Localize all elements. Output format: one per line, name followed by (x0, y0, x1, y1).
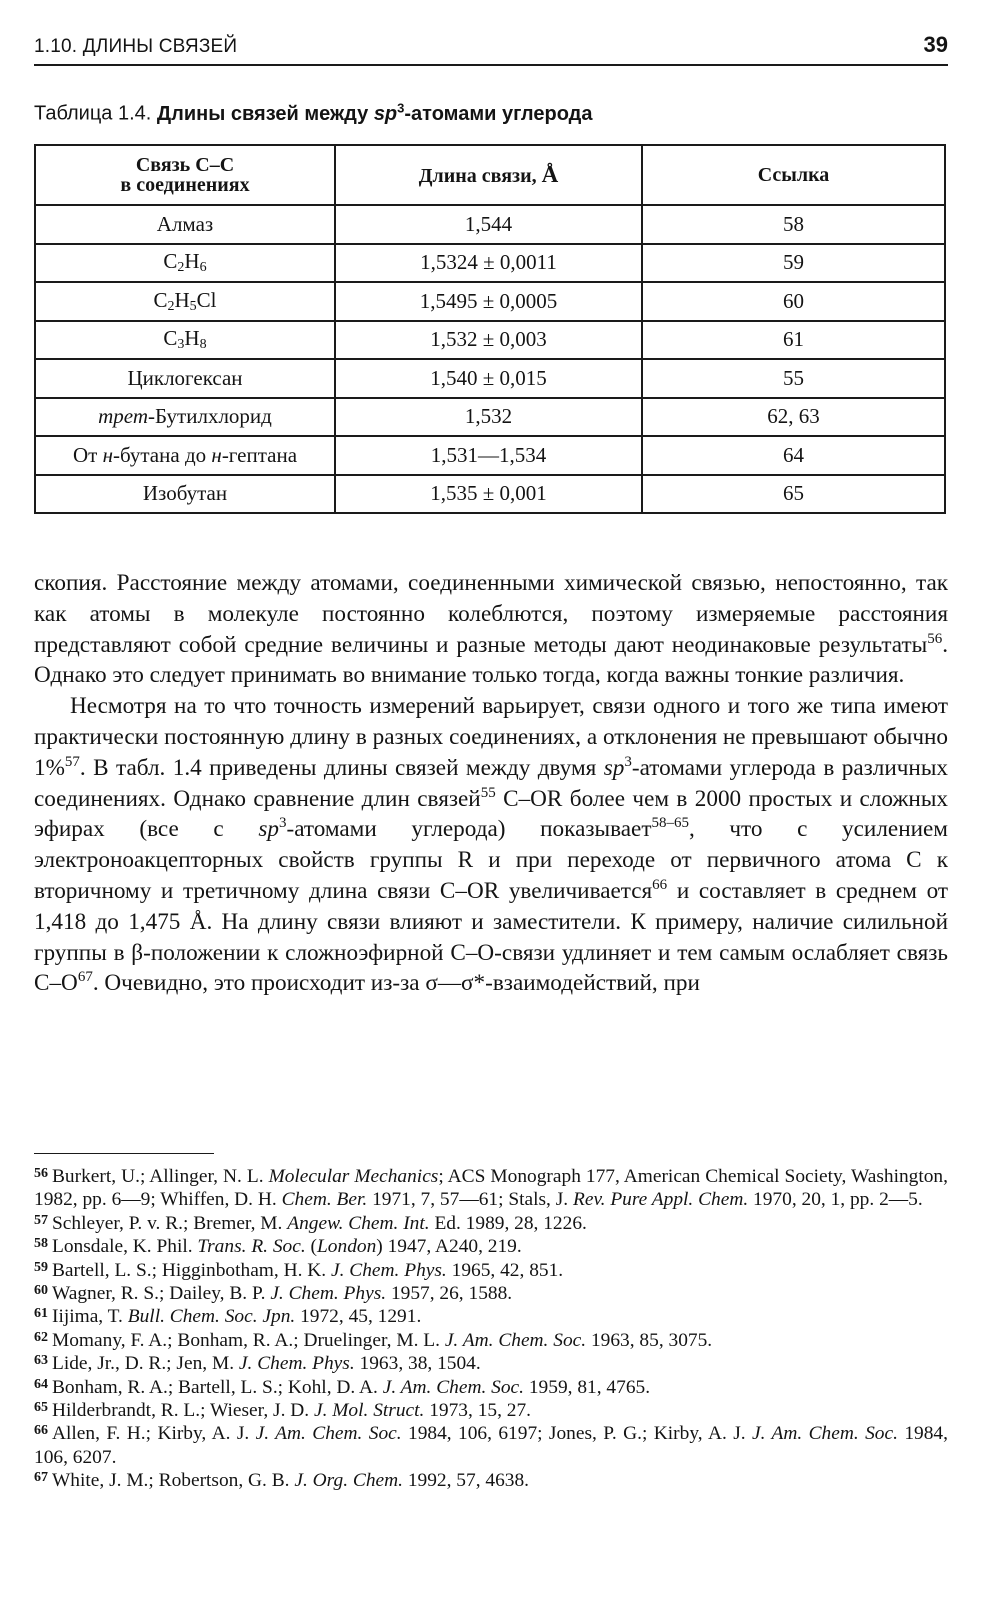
cell-compound (35, 321, 335, 360)
footnote-ref[interactable]: 58–65 (651, 815, 689, 832)
text-run: 1970, 20, 1, pp. 2—5. (748, 1189, 923, 1211)
footnote-ref[interactable]: 55 (480, 784, 496, 801)
table-title-part: -атомами углерода (404, 102, 593, 125)
footnote-61 (34, 1305, 948, 1328)
footnote-62 (34, 1329, 948, 1352)
text-run: Ed. 1989, 28, 1226. (429, 1212, 587, 1234)
header-length-unit: Å (541, 161, 559, 187)
cell-reference: 58 (642, 205, 945, 244)
text-italic: Angew. Chem. Int. (287, 1212, 430, 1234)
formula-subscript: 3 (177, 337, 185, 353)
formula-subscript: 2 (167, 298, 175, 314)
text-italic: J. Am. Chem. Soc. (382, 1376, 525, 1398)
text-run: Burkert, U.; Allinger, N. L. (52, 1166, 269, 1187)
cell-reference: 64 (642, 436, 945, 475)
text-run: 1963, 38, 1504. (354, 1353, 481, 1375)
text-italic: Molecular Mechanics (268, 1166, 439, 1187)
text-run: Bonham, R. A.; Bartell, L. S.; Kohl, D. A. (52, 1376, 383, 1398)
compound-text: От (72, 442, 103, 467)
bond-length-table (34, 144, 946, 514)
footnote-number: 63 (34, 1353, 48, 1369)
footnote-56 (34, 1165, 948, 1212)
cell-reference: 59 (642, 244, 945, 283)
text-run: скопия. Расстояние между атомами, соединенными химической связью, непостоянно, так как атомы в молекуле постоянно колеблются, поэтому измеряемые расстояния представляют собой средние величины и разные методы дают неодинаковые результаты (34, 570, 948, 658)
compound-prefix: трет (98, 404, 149, 429)
text-run: C–OR более чем в 2000 простых и сложных эфирах (все с (34, 785, 948, 843)
compound-prefix: н (102, 442, 113, 467)
footnote-number: 65 (34, 1400, 48, 1416)
text-italic: Bull. Chem. Soc. Jpn. (127, 1306, 296, 1328)
text-italic: Trans. R. Soc. (197, 1236, 306, 1258)
cell-length: 1,5495 ± 0,0005 (335, 282, 642, 321)
text-run: 1984, 106, 6197; Jones, P. G.; Kirby, A. J. (401, 1423, 752, 1445)
table-caption (34, 100, 592, 126)
text-run: Wagner, R. S.; Dailey, B. P. (52, 1283, 271, 1305)
cell-reference: 62, 63 (642, 398, 945, 437)
footnote-number: 61 (34, 1306, 48, 1322)
footnote-number: 62 (34, 1329, 48, 1345)
table-row (35, 398, 945, 437)
paragraph (34, 568, 948, 691)
compound-name: -Бутилхлорид (148, 404, 272, 429)
table-row (35, 205, 945, 244)
table-row (35, 436, 945, 475)
text-run: Iijima, T. (52, 1306, 128, 1328)
text-italic: J. Chem. Phys. (270, 1283, 387, 1305)
cell-compound (35, 436, 335, 475)
cell-length: 1,544 (335, 205, 642, 244)
text-run: ) 1947, A240, 219. (376, 1236, 522, 1258)
footnote-58 (34, 1235, 948, 1258)
table-label: Таблица 1.4. (34, 102, 152, 125)
text-run: 1971, 7, 57—61; Stals, J. (367, 1189, 573, 1211)
page-number: 39 (923, 32, 948, 57)
text-run: , что с усилением электроноакцепторных свойств группы R и при переходе от первичного атома С к вторичному и третичному длина связи C–OR увеличивается (34, 816, 948, 904)
header-length-text: Длина связи, (418, 164, 542, 187)
body-text (34, 568, 948, 999)
table-row (35, 475, 945, 514)
compound-text: -гептана (221, 442, 298, 467)
formula-subscript: 8 (199, 337, 207, 353)
footnote-number: 56 (34, 1166, 48, 1181)
header-reference: Ссылка (642, 145, 945, 205)
text-run: и составляет в среднем от 1,418 до 1,475 Å. На длину связи влияют и заместители. К примеру, наличие силильной группы в β-положении к сложноэфирной С–О-связи удлиняет и тем самым ослабляет связь С–О (34, 877, 948, 997)
cell-reference: 65 (642, 475, 945, 514)
cell-length: 1,535 ± 0,001 (335, 475, 642, 514)
superscript: 3 (624, 753, 632, 770)
formula-subscript: 2 (177, 260, 185, 276)
text-run: . Очевидно, это происходит из-за σ—σ*-взаимодействий, при (92, 970, 700, 997)
formula-atom: C (153, 287, 168, 312)
footnote-57 (34, 1212, 948, 1235)
compound-prefix: н (211, 442, 222, 467)
formula-atom: Cl (196, 287, 217, 312)
text-italic: Rev. Pure Appl. Chem. (573, 1189, 749, 1211)
text-run: Lonsdale, K. Phil. (52, 1236, 198, 1258)
text-italic: sp (603, 754, 625, 781)
text-run: 1957, 26, 1588. (386, 1283, 513, 1305)
text-run: 1959, 81, 4765. (524, 1376, 651, 1398)
text-run: ; ACS Monograph 177, American Chemical Society, Washington, 1982, pp. 6—9; Whiffen, D. H. (34, 1166, 948, 1211)
text-run: 1984, 106, 6207. (34, 1423, 948, 1468)
table-row (35, 321, 945, 360)
footnote-67 (34, 1469, 948, 1492)
running-header (34, 30, 948, 66)
text-italic: Chem. Ber. (281, 1189, 368, 1211)
text-run: Lide, Jr., D. R.; Jen, M. (52, 1353, 239, 1375)
cell-compound: Изобутан (35, 475, 335, 514)
footnote-number: 67 (34, 1470, 48, 1486)
footnote-number: 66 (34, 1423, 48, 1439)
text-italic: J. Am. Chem. Soc. (752, 1423, 898, 1445)
text-run: . В табл. 1.4 приведены длины связей между двумя (79, 754, 604, 781)
footnote-66 (34, 1422, 948, 1469)
compound-text: -бутана до (113, 442, 212, 467)
text-run: Momany, F. A.; Bonham, R. A.; Druelinger, M. L. (52, 1329, 445, 1351)
text-italic: J. Am. Chem. Soc. (255, 1423, 402, 1445)
cell-compound (35, 244, 335, 283)
text-run: Hilderbrandt, R. L.; Wieser, J. D. (52, 1400, 314, 1422)
cell-length: 1,5324 ± 0,0011 (335, 244, 642, 283)
footnote-ref[interactable]: 57 (64, 753, 80, 770)
header-compound-line1: Связь С–С (135, 154, 235, 176)
text-italic: sp (258, 816, 279, 843)
cell-compound (35, 282, 335, 321)
footnote-59 (34, 1259, 948, 1282)
table-title (156, 100, 593, 125)
text-run: Schleyer, P. v. R.; Bremer, M. (52, 1212, 288, 1234)
header-length (335, 145, 642, 205)
text-italic: J. Chem. Phys. (331, 1259, 447, 1281)
text-run: -атомами углерода в различных соединениях. Однако сравнение длин связей (34, 754, 948, 812)
text-italic: J. Org. Chem. (294, 1470, 403, 1492)
footnote-64 (34, 1376, 948, 1399)
table-row (35, 282, 945, 321)
cell-length: 1,540 ± 0,015 (335, 359, 642, 398)
footnote-60 (34, 1282, 948, 1305)
cell-reference: 55 (642, 359, 945, 398)
text-italic: J. Mol. Struct. (313, 1400, 425, 1422)
formula-atom: C (163, 249, 178, 274)
formula-subscript: 6 (199, 260, 207, 276)
formula-subscript: 5 (189, 298, 197, 314)
text-run: . Однако это следует принимать во внимание только тогда, когда важны тонкие различия. (34, 631, 948, 689)
footnote-number: 57 (34, 1212, 48, 1228)
text-run: Несмотря на то что точность измерений варьирует, связи одного и того же типа имеют практически постоянную длину в разных соединениях, а отклонения не превышают обычно 1% (34, 693, 948, 781)
table-row (35, 359, 945, 398)
cell-reference: 61 (642, 321, 945, 360)
table-title-part: Длины связей между (156, 102, 374, 125)
text-italic: J. Chem. Phys. (238, 1353, 355, 1375)
text-run: Allen, F. H.; Kirby, A. J. (52, 1423, 256, 1445)
text-run: 1972, 45, 1291. (295, 1306, 422, 1328)
table-title-sp: sp (373, 102, 398, 125)
footnote-ref[interactable]: 67 (77, 969, 93, 986)
paragraph (34, 691, 948, 999)
text-italic: London (317, 1236, 377, 1258)
footnote-65 (34, 1399, 948, 1422)
footnote-ref[interactable]: 66 (652, 876, 668, 893)
text-run: ( (305, 1236, 318, 1258)
cell-length: 1,531—1,534 (335, 436, 642, 475)
text-run: Bartell, L. S.; Higginbotham, H. K. (52, 1259, 331, 1281)
footnote-number: 60 (34, 1283, 48, 1299)
text-run: White, J. M.; Robertson, G. B. (52, 1470, 295, 1492)
cell-length: 1,532 ± 0,003 (335, 321, 642, 360)
footnote-number: 59 (34, 1259, 48, 1275)
text-run: 1965, 42, 851. (446, 1259, 564, 1281)
running-title: 1.10. ДЛИНЫ СВЯЗЕЙ (34, 36, 238, 57)
footnote-63 (34, 1352, 948, 1375)
table-header-row (35, 145, 945, 205)
cell-compound: Алмаз (35, 205, 335, 244)
cell-compound (35, 398, 335, 437)
text-italic: J. Am. Chem. Soc. (444, 1329, 587, 1351)
header-compound-line2: в соединениях (120, 174, 250, 196)
text-run: 1973, 15, 27. (424, 1400, 532, 1422)
formula-atom: H (184, 249, 200, 274)
cell-reference: 60 (642, 282, 945, 321)
footnote-ref[interactable]: 56 (927, 630, 943, 647)
text-run: 1963, 85, 3075. (586, 1329, 713, 1351)
text-run: 1992, 57, 4638. (402, 1470, 530, 1492)
cell-compound: Циклогексан (35, 359, 335, 398)
footnote-number: 58 (34, 1236, 48, 1252)
table-row (35, 244, 945, 283)
footnote-divider (34, 1153, 214, 1154)
superscript: 3 (278, 815, 287, 832)
formula-atom: C (163, 326, 178, 351)
cell-length: 1,532 (335, 398, 642, 437)
table-title-sup: 3 (397, 100, 405, 115)
formula-atom: H (184, 326, 200, 351)
footnotes (34, 1165, 948, 1493)
text-run: -атомами углерода) показывает (286, 816, 652, 843)
formula-atom: H (174, 287, 190, 312)
header-compound (35, 145, 335, 205)
footnote-number: 64 (34, 1376, 48, 1392)
